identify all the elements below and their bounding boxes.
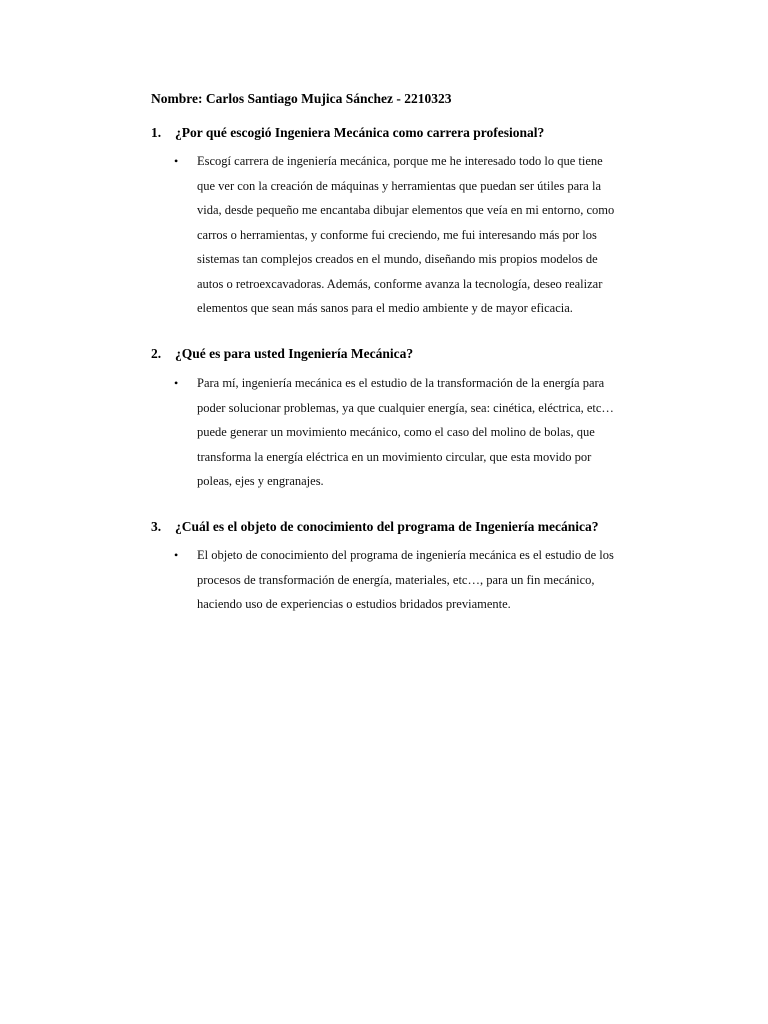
answer-line: Escogí carrera de ingeniería mecánica, porque me he interesado todo lo que tiene xyxy=(197,154,603,168)
answer-3-text xyxy=(197,543,674,617)
question-3-heading xyxy=(151,519,598,535)
answer-3-bullet xyxy=(174,543,674,617)
question-1-heading xyxy=(151,125,544,141)
answer-line: Para mí, ingeniería mecánica es el estudio de la transformación de la energía para xyxy=(197,376,605,390)
answer-line: que ver con la creación de máquinas y herramientas que puedan ser útiles para la xyxy=(197,178,601,193)
answer-line: vida, desde pequeño me encantaba dibujar elementos que veía en mi entorno, como xyxy=(197,203,615,217)
question-1-number: 1. xyxy=(151,125,162,140)
question-2-heading xyxy=(151,346,413,362)
student-name-line: Nombre: Carlos Santiago Mujica Sánchez - 2210323 xyxy=(151,91,452,106)
answer-line: procesos de transformación de energía, materiales, etc…, para un fin mecánico, xyxy=(197,572,595,587)
answer-line: autos o retroexcavadoras. Además, conforme avanza la tecnología, deseo realizar xyxy=(197,276,603,291)
answer-line: puede generar un movimiento mecánico, como el caso del molino de bolas, que xyxy=(197,425,595,439)
answer-1-text xyxy=(197,149,674,321)
answer-2-text xyxy=(197,371,674,494)
answer-line: carros o herramientas, y conforme fui creciendo, me fui interesando más por los xyxy=(197,227,597,242)
answer-1-bullet xyxy=(174,149,674,321)
answer-line: El objeto de conocimiento del programa de ingeniería mecánica es el estudio de los xyxy=(197,548,614,562)
question-1-text: ¿Por qué escogió Ingeniera Mecánica como carrera profesional? xyxy=(175,125,545,140)
answer-line: poder solucionar problemas, ya que cualquier energía, sea: cinética, eléctrica, etc… xyxy=(197,400,614,415)
question-3-text: ¿Cuál es el objeto de conocimiento del programa de Ingeniería mecánica? xyxy=(175,519,599,534)
bullet-icon: • xyxy=(174,154,179,168)
answer-line: poleas, ejes y engranajes. xyxy=(197,474,324,488)
bullet-icon: • xyxy=(174,376,179,390)
answer-line: haciendo uso de experiencias o estudios bridados previamente. xyxy=(197,597,511,611)
question-3-number: 3. xyxy=(151,519,162,534)
question-2-text: ¿Qué es para usted Ingeniería Mecánica? xyxy=(175,346,414,361)
answer-line: transforma la energía eléctrica en un movimiento circular, que esta movido por xyxy=(197,449,592,464)
question-2-number: 2. xyxy=(151,346,162,361)
answer-2-bullet xyxy=(174,371,674,494)
answer-line: elementos que sean más sanos para el medio ambiente y de mayor eficacia. xyxy=(197,301,573,315)
bullet-icon: • xyxy=(174,548,179,562)
answer-line: sistemas tan complejos creados en el mundo, diseñando mis propios modelos de xyxy=(197,252,598,266)
